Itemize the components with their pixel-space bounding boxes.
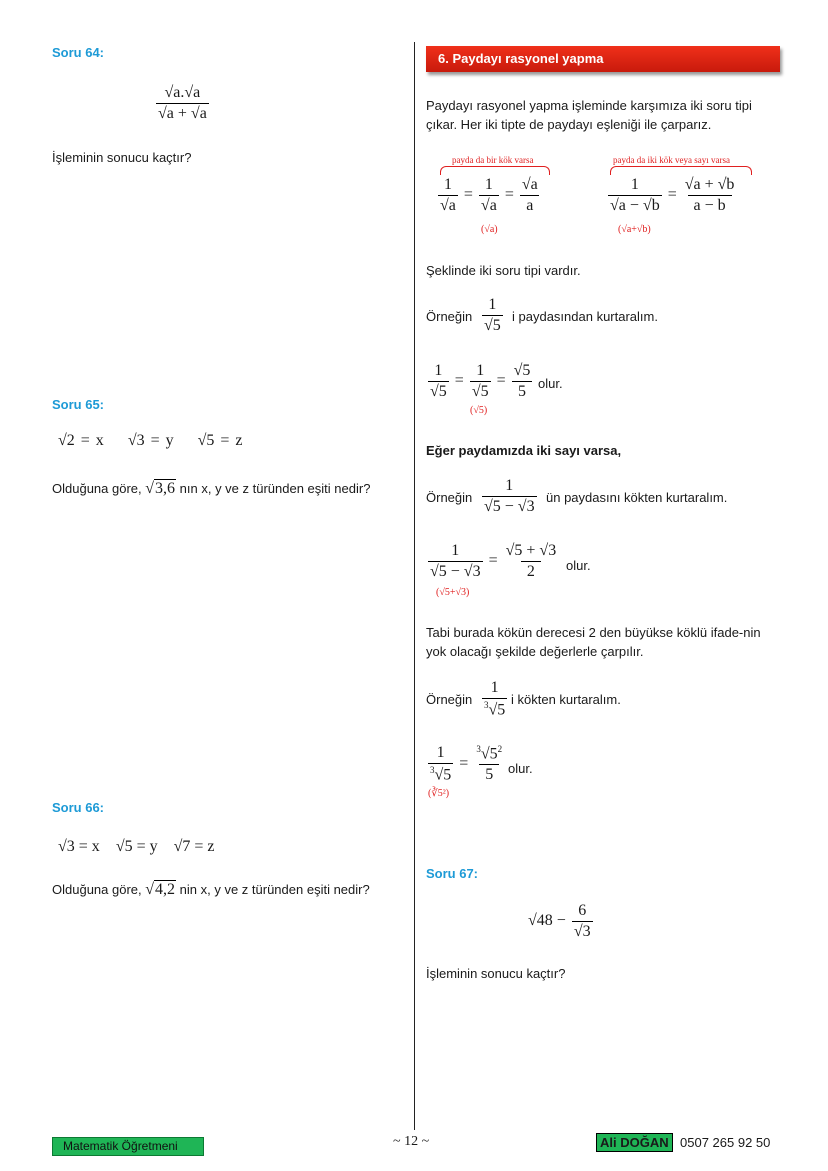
example-1-label: Örneğin <box>426 309 473 324</box>
eq-2: √3 = y <box>127 432 174 449</box>
radical-value: √3,6 <box>145 480 176 497</box>
author-phone: 0507 265 92 50 <box>680 1135 771 1150</box>
footer-teacher-text: Matematik Öğretmeni <box>63 1139 178 1153</box>
eq-1: √3 = x <box>58 838 100 855</box>
brace-1 <box>440 166 550 175</box>
column-divider <box>414 42 415 1130</box>
question-65-equations <box>58 432 243 450</box>
question-66-text <box>52 880 370 899</box>
text-prefix: Olduğuna göre, <box>52 882 142 897</box>
olur-2: olur. <box>566 558 591 573</box>
multiplier-2: (√a+√b) <box>618 224 651 235</box>
example-3-text: i kökten kurtaralım. <box>511 692 621 707</box>
brace-2 <box>610 166 752 175</box>
example-2-solution: $\frac{1}{√5 - √3}$ = $\frac{√5 + √3}{2}$ <box>430 542 557 580</box>
expr-numerator: √a.√a <box>164 84 201 101</box>
example-1-solution: $\frac{1}{√5}$ = $\frac{1}{√5}$ = $\frac{√5}{5}$ <box>430 362 531 400</box>
question-66-equations <box>58 838 215 856</box>
eq-3: √5 = z <box>197 432 243 449</box>
olur-3: olur. <box>508 761 533 776</box>
text-prefix: Olduğuna göre, <box>52 481 142 496</box>
question-66-title: Soru 66: <box>52 800 105 815</box>
question-64-expression <box>154 84 211 123</box>
text-suffix: nin x, y ve z türünden eşiti nedir? <box>179 882 370 897</box>
radical-value-text: 4,2 <box>155 881 176 898</box>
radical-value-text: 3,6 <box>155 480 176 497</box>
example-2-fraction: $\frac{1}{√5 - √3}$ <box>484 477 535 515</box>
question-65-title: Soru 65: <box>52 397 105 412</box>
intro-paragraph: Paydayı rasyonel yapma işleminde karşımıza iki soru tipi çıkar. Her iki tipte de paydayı eşleniği ile çarparız. <box>426 98 752 132</box>
brace-label-2: payda da iki kök veya sayı varsa <box>613 155 730 165</box>
example-1-fraction: $\frac{1}{√5}$ <box>484 296 501 334</box>
page-number: ~ 12 ~ <box>393 1134 430 1149</box>
cube-root-paragraph: Tabi burada kökün derecesi 2 den büyükse köklü ifade-nin yok olacağı şekilde değerlerle çarpılır. <box>426 625 761 659</box>
section-banner <box>426 46 780 72</box>
author-name: Ali DOĞAN <box>596 1133 673 1152</box>
formula-two-roots: $\frac{1}{√a - √b}$ = $\frac{√a + √b}{a - b}$ <box>610 176 735 214</box>
two-types-text: Şeklinde iki soru tipi vardır. <box>426 263 581 278</box>
multiplier-4: (√5+√3) <box>436 587 470 598</box>
olur-1: olur. <box>538 376 563 391</box>
question-64-text: İşleminin sonucu kaçtır? <box>52 150 192 165</box>
example-2-label: Örneğin <box>426 490 473 505</box>
eq-1: √2 = x <box>58 432 104 449</box>
example-1-text: i paydasından kurtaralım. <box>512 309 658 324</box>
expr-denominator: √a + √a <box>158 105 207 122</box>
brace-label-1: payda da bir kök varsa <box>452 155 534 165</box>
text-suffix: nın x, y ve z türünden eşiti nedir? <box>179 481 371 496</box>
question-67-title: Soru 67: <box>426 866 479 881</box>
multiplier-5: (∛5²) <box>428 788 450 799</box>
formula-one-root: $\frac{1}{√a}$ = $\frac{1}{√a}$ = $\frac{√a}{a}$ <box>440 176 538 214</box>
example-2-text: ün paydasını kökten kurtaralım. <box>546 490 728 505</box>
example-3-solution: $\frac{1}{^3√5}$ = $\frac{^3√5^2}{5}$ <box>430 744 503 784</box>
radical-value: √4,2 <box>145 881 176 898</box>
question-67-expression: √48 − $\frac{6}{√3}$ <box>528 902 591 940</box>
eq-2: √5 = y <box>115 838 158 855</box>
footer-teacher-label <box>52 1137 204 1156</box>
multiplier-1: (√a) <box>481 224 498 235</box>
question-65-text <box>52 479 370 498</box>
question-67-text: İşleminin sonucu kaçtır? <box>426 966 566 981</box>
eq-3: √7 = z <box>173 838 215 855</box>
example-3-label: Örneğin <box>426 692 473 707</box>
section-title: 6. Paydayı rasyonel yapma <box>438 51 604 66</box>
question-64-title: Soru 64: <box>52 45 105 60</box>
multiplier-3: (√5) <box>470 405 488 416</box>
example-3-fraction: $\frac{1}{^3√5}$ <box>484 679 506 719</box>
two-numbers-heading: Eğer paydamızda iki sayı varsa, <box>426 443 622 458</box>
